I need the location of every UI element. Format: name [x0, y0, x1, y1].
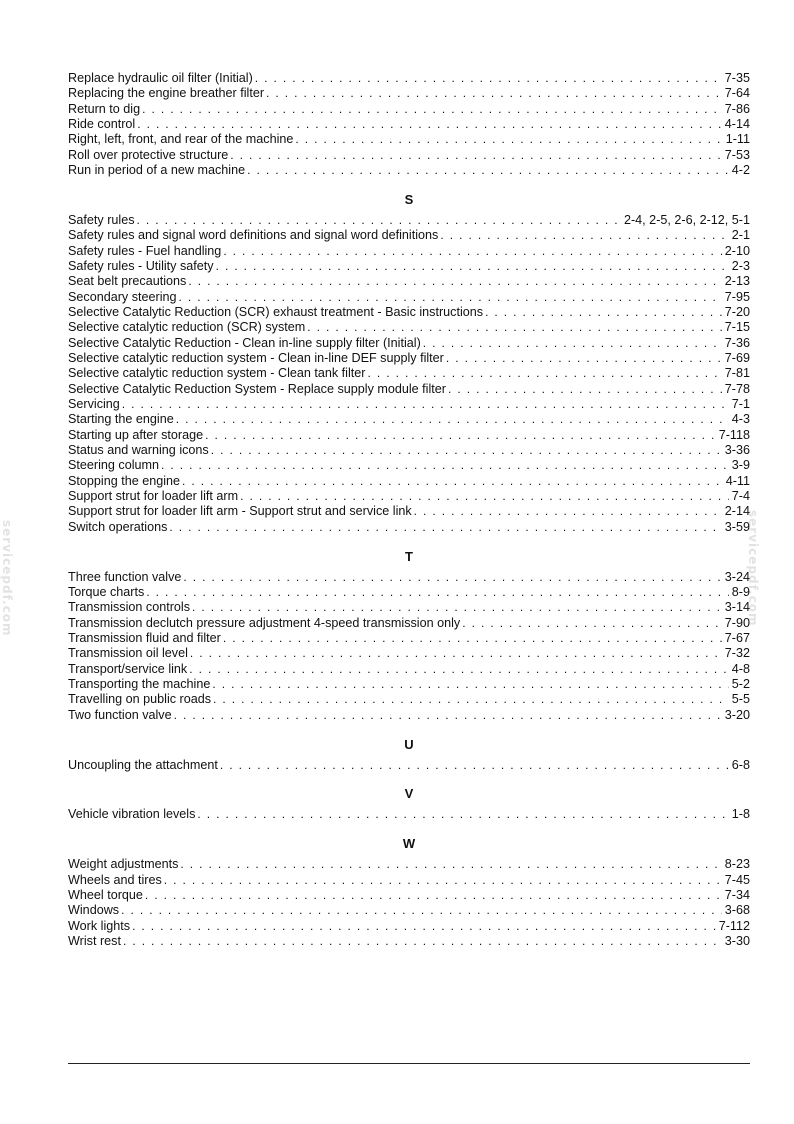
index-entry-term: Stopping the engine: [68, 473, 181, 488]
index-entry-page-ref[interactable]: 7-64: [724, 86, 750, 101]
dot-leader: [223, 631, 722, 646]
index-entry[interactable]: [68, 320, 750, 335]
dot-leader: [414, 504, 722, 519]
index-entry[interactable]: [68, 520, 750, 535]
index-entry-page-ref[interactable]: 1-8: [731, 807, 750, 822]
dot-leader: [179, 290, 722, 305]
index-entry[interactable]: [68, 888, 750, 903]
index-entry-term: Selective Catalytic Reduction (SCR) exhaust treatment - Basic instructions: [68, 304, 484, 319]
index-entry-page-ref[interactable]: 3-24: [724, 569, 750, 584]
dot-leader: [213, 692, 729, 707]
dot-leader: [307, 320, 722, 335]
index-entry-term: Replacing the engine breather filter: [68, 86, 265, 101]
dot-leader: [295, 132, 722, 147]
index-entry-page-ref[interactable]: 7-34: [724, 887, 750, 902]
index-entry-term: Two function valve: [68, 707, 172, 722]
index-entry[interactable]: [68, 228, 750, 243]
dot-leader: [192, 600, 722, 615]
dot-leader: [266, 86, 722, 101]
section-letter-heading: U: [404, 736, 414, 752]
index-group: [68, 549, 750, 723]
index-entry-term: Safety rules and signal word definitions and signal word definitions: [68, 228, 439, 243]
index-entry[interactable]: [68, 934, 750, 949]
dot-leader: [367, 366, 721, 381]
index-entry[interactable]: [68, 382, 750, 397]
dot-leader: [190, 646, 722, 661]
index-entry[interactable]: [68, 873, 750, 888]
watermark-left: servicepdf.com: [0, 520, 14, 637]
dot-leader: [137, 213, 621, 228]
dot-leader: [189, 662, 729, 677]
dot-leader: [255, 71, 722, 86]
index-entry[interactable]: [68, 290, 750, 305]
index-entry-page-ref[interactable]: 7-20: [724, 304, 750, 319]
index-entry-page-ref[interactable]: 5-5: [731, 692, 750, 707]
index-entry-page-ref[interactable]: 7-15: [724, 320, 750, 335]
index-entry-term: Run in period of a new machine: [68, 163, 246, 178]
index-entry[interactable]: [68, 213, 750, 228]
index-group: [68, 737, 750, 773]
index-entry-page-ref[interactable]: 8-9: [731, 584, 750, 599]
dot-leader: [448, 382, 722, 397]
index-entry-term: Return to dig: [68, 101, 141, 116]
index-entry-page-ref[interactable]: 3-68: [724, 903, 750, 918]
index-entry-term: Selective catalytic reduction system - Clean in-line DEF supply filter: [68, 351, 444, 365]
dot-leader: [423, 336, 722, 351]
index-entry-page-ref[interactable]: 7-1: [731, 397, 750, 412]
dot-leader: [446, 351, 722, 366]
index-entry-term: Safety rules: [68, 212, 135, 227]
index-entry-term: Selective catalytic reduction (SCR) system: [68, 320, 306, 335]
index-entry-term: Replace hydraulic oil filter (Initial): [68, 71, 253, 85]
dot-leader: [197, 807, 728, 822]
index-entry-term: Selective Catalytic Reduction System - Replace supply module filter: [68, 381, 446, 396]
index-entry-page-ref[interactable]: 7-112: [718, 918, 750, 933]
index-entry-term: Starting the engine: [68, 412, 174, 427]
index-entry[interactable]: [68, 677, 750, 692]
index-group: [68, 836, 750, 949]
index-entry[interactable]: [68, 504, 750, 519]
index-entry-term: Switch operations: [68, 519, 168, 534]
index-entry[interactable]: [68, 708, 750, 723]
index-entry-page-ref[interactable]: 7-90: [724, 615, 750, 630]
index-entry[interactable]: [68, 305, 750, 320]
index-entry-page-ref[interactable]: 7-78: [724, 381, 750, 396]
dot-leader: [223, 244, 721, 259]
index-entry[interactable]: [68, 132, 750, 147]
index-entry-page-ref[interactable]: 6-8: [731, 757, 750, 772]
index-entry-term: Steering column: [68, 458, 160, 473]
index-entry[interactable]: [68, 919, 750, 934]
dot-leader: [240, 489, 729, 504]
index-entry-page-ref[interactable]: 4-11: [725, 473, 750, 488]
index-entry-term: Transmission oil level: [68, 646, 188, 661]
index-entry-term: Transporting the machine: [68, 677, 211, 692]
index-entry-page-ref[interactable]: 3-36: [724, 443, 750, 458]
index-entry-term: Selective catalytic reduction system - Clean tank filter: [68, 366, 366, 381]
index-entry-term: Right, left, front, and rear of the machine: [68, 132, 294, 147]
index-entry[interactable]: [68, 148, 750, 163]
index-entry-term: Transmission declutch pressure adjustment 4-speed transmission only: [68, 615, 461, 630]
index-entry[interactable]: [68, 244, 750, 259]
index-list: [68, 71, 750, 949]
index-entry[interactable]: [68, 71, 750, 86]
dot-leader: [230, 148, 721, 163]
index-entry-term: Wrist rest: [68, 933, 121, 948]
index-entry[interactable]: [68, 662, 750, 677]
index-entry-page-ref[interactable]: 4-14: [724, 117, 750, 132]
index-entry-page-ref[interactable]: 3-59: [724, 519, 750, 534]
dot-leader: [205, 428, 716, 443]
index-entry[interactable]: [68, 397, 750, 412]
dot-leader: [142, 102, 722, 117]
index-entry-term: Torque charts: [68, 584, 145, 599]
index-entry-term: Status and warning icons: [68, 443, 209, 458]
dot-leader: [164, 873, 722, 888]
index-entry-page-ref[interactable]: 7-32: [724, 646, 750, 661]
index-entry-term: Support strut for loader lift arm - Support strut and service link: [68, 504, 412, 519]
dot-leader: [132, 919, 716, 934]
index-entry[interactable]: [68, 443, 750, 458]
index-group: [68, 71, 750, 178]
index-entry[interactable]: [68, 631, 750, 646]
index-entry[interactable]: [68, 489, 750, 504]
dot-leader: [180, 857, 721, 872]
index-entry-term: Seat belt precautions: [68, 274, 187, 289]
watermark-right: servicepdf.com: [746, 510, 760, 627]
dot-leader: [145, 888, 722, 903]
index-entry-term: Ride control: [68, 117, 136, 132]
index-entry-page-ref[interactable]: 2-14: [724, 504, 750, 519]
index-entry-page-ref[interactable]: 7-69: [724, 351, 750, 365]
dot-leader: [146, 585, 728, 600]
index-entry-page-ref[interactable]: 7-4: [731, 489, 750, 504]
index-entry-page-ref[interactable]: 5-2: [731, 677, 750, 692]
index-entry-term: Transmission controls: [68, 600, 191, 615]
index-entry[interactable]: [68, 117, 750, 132]
index-entry-page-ref[interactable]: 7-36: [724, 335, 750, 350]
index-entry-term: Secondary steering: [68, 289, 177, 304]
index-entry-page-ref[interactable]: 2-13: [724, 274, 750, 289]
dot-leader: [182, 474, 723, 489]
index-entry-term: Weight adjustments: [68, 857, 179, 872]
index-entry-page-ref[interactable]: 7-67: [724, 631, 750, 645]
index-entry[interactable]: [68, 903, 750, 918]
index-entry-page-ref[interactable]: 7-95: [724, 289, 750, 304]
section-letter-heading: S: [404, 191, 414, 207]
index-entry[interactable]: [68, 102, 750, 117]
index-entry-page-ref[interactable]: 4-8: [731, 661, 750, 676]
index-entry[interactable]: [68, 351, 750, 366]
index-entry-term: Transmission fluid and filter: [68, 631, 221, 645]
index-entry[interactable]: [68, 336, 750, 351]
index-group: [68, 786, 750, 822]
index-entry[interactable]: [68, 646, 750, 661]
index-entry[interactable]: [68, 857, 750, 872]
dot-leader: [440, 228, 728, 243]
index-entry-page-ref[interactable]: 3-30: [724, 933, 750, 948]
index-entry-term: Travelling on public roads: [68, 692, 212, 707]
section-letter-heading: V: [404, 786, 414, 802]
index-entry-page-ref[interactable]: 2-1: [731, 228, 750, 243]
index-entry-page-ref[interactable]: 4-3: [731, 412, 750, 427]
index-entry-term: Servicing: [68, 397, 120, 412]
index-entry-term: Vehicle vibration levels: [68, 807, 196, 822]
index-entry[interactable]: [68, 458, 750, 473]
dot-leader: [174, 708, 722, 723]
index-entry-page-ref[interactable]: 2-4, 2-5, 2-6, 2-12, 5-1: [623, 212, 750, 227]
dot-leader: [188, 274, 721, 289]
dot-leader: [137, 117, 722, 132]
index-entry[interactable]: [68, 807, 750, 822]
index-entry-page-ref[interactable]: 2-3: [731, 258, 750, 273]
index-entry-term: Three function valve: [68, 569, 182, 584]
index-entry-term: Transport/service link: [68, 661, 188, 676]
index-entry[interactable]: [68, 758, 750, 773]
index-entry-page-ref[interactable]: 3-20: [724, 707, 750, 722]
dot-leader: [183, 570, 721, 585]
dot-leader: [121, 903, 722, 918]
footer-divider: [68, 1063, 750, 1064]
index-entry-term: Wheels and tires: [68, 872, 162, 887]
index-entry[interactable]: [68, 692, 750, 707]
dot-leader: [122, 397, 729, 412]
index-entry-page-ref[interactable]: 2-10: [724, 243, 750, 258]
index-entry-page-ref[interactable]: 3-14: [724, 600, 750, 615]
dot-leader: [176, 412, 729, 427]
index-entry-term: Support strut for loader lift arm: [68, 489, 239, 504]
index-entry-term: Safety rules - Fuel handling: [68, 243, 222, 258]
section-letter-heading: T: [405, 548, 413, 564]
dot-leader: [211, 443, 722, 458]
index-entry-term: Safety rules - Utility safety: [68, 258, 214, 273]
dot-leader: [485, 305, 722, 320]
index-entry-page-ref[interactable]: 4-2: [731, 163, 750, 178]
dot-leader: [216, 259, 729, 274]
section-letter-heading: W: [402, 836, 416, 852]
index-entry[interactable]: [68, 570, 750, 585]
index-entry-page-ref[interactable]: 7-53: [724, 147, 750, 162]
index-entry-term: Starting up after storage: [68, 427, 204, 442]
index-entry-term: Work lights: [68, 918, 131, 933]
index-entry[interactable]: [68, 616, 750, 631]
index-entry-page-ref[interactable]: 7-118: [718, 427, 750, 442]
index-entry[interactable]: [68, 474, 750, 489]
index-group: [68, 192, 750, 535]
index-entry-term: Wheel torque: [68, 887, 143, 902]
index-entry-page-ref[interactable]: 8-23: [724, 857, 750, 872]
index-entry-page-ref[interactable]: 7-81: [724, 366, 750, 381]
dot-leader: [247, 163, 729, 178]
dot-leader: [462, 616, 722, 631]
index-entry[interactable]: [68, 86, 750, 101]
index-entry-page-ref[interactable]: 3-9: [731, 458, 750, 473]
dot-leader: [161, 458, 729, 473]
index-entry-page-ref[interactable]: 7-45: [724, 872, 750, 887]
index-entry[interactable]: [68, 163, 750, 178]
index-entry[interactable]: [68, 366, 750, 381]
dot-leader: [220, 758, 729, 773]
index-entry-term: Roll over protective structure: [68, 147, 229, 162]
index-entry[interactable]: [68, 428, 750, 443]
index-entry-term: Selective Catalytic Reduction - Clean in-line supply filter (Initial): [68, 335, 421, 350]
index-entry-term: Uncoupling the attachment: [68, 757, 218, 772]
index-entry-page-ref[interactable]: 1-11: [725, 132, 750, 147]
dot-leader: [169, 520, 721, 535]
index-entry[interactable]: [68, 274, 750, 289]
index-entry[interactable]: [68, 585, 750, 600]
index-entry[interactable]: [68, 259, 750, 274]
index-entry-term: Windows: [68, 903, 120, 918]
index-entry-page-ref[interactable]: 7-35: [724, 71, 750, 85]
dot-leader: [212, 677, 728, 692]
index-entry[interactable]: [68, 600, 750, 615]
index-entry[interactable]: [68, 412, 750, 427]
dot-leader: [123, 934, 722, 949]
index-entry-page-ref[interactable]: 7-86: [724, 101, 750, 116]
